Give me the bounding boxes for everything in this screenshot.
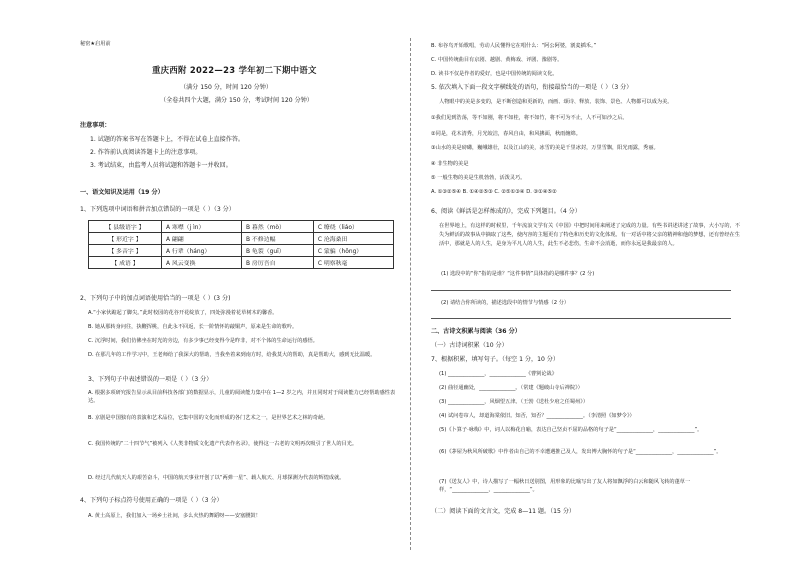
- note-item: 2. 作答前认真阅读答题卡上的注意事项。: [90, 149, 202, 156]
- fill-line: (1) ______________，______________《曹刿论战》: [439, 371, 557, 377]
- table-row-label: 【 成语 】: [89, 257, 162, 269]
- note-item: 3. 考试结束，由监考人员将试题和答题卡一并收回。: [90, 162, 232, 169]
- vocab-table: [88, 220, 394, 269]
- list-item: ②同是，花木清秀，月光皎洁，春风自由，和风拂面，秋雨缠绵。: [431, 131, 581, 137]
- answer-line: [431, 290, 731, 291]
- question-1-stem: 1、下列选项中词语和拼音加点错误的一项是（ ）（3 分）: [80, 206, 235, 213]
- question-6-stem: 6、阅读《鲜活是怎样炼成的》，完成下列题目。（4 分）: [431, 208, 581, 215]
- list-item: ⑤ 一般生物的美是生机勃勃，活泼灵巧。: [431, 175, 526, 181]
- table-cell: B 龟裂（guī）: [242, 245, 314, 257]
- table-cell: A 风云变换: [162, 257, 242, 269]
- table-cell: C 沧海桑田: [313, 233, 393, 245]
- question-5-stem: 5. 依次填入下面一段文字横线处的语句，衔接最恰当的一项是（ ）（3 分）: [431, 84, 633, 91]
- option-d: D. 经过几代航天人的艰苦奋斗，中国的航天事业开创了以“两弹一星”、载人航天、月球探测为代表的辉煌成就。: [88, 475, 345, 481]
- answer-choices: A. ①③②⑤④ B. ①④②⑤③ C. ②⑤①③④ D. ③①④⑤②: [431, 189, 557, 195]
- table-row: [89, 233, 394, 245]
- table-cell: B 房厉吾自: [242, 257, 314, 269]
- table-cell: C 缭绕（liáo）: [313, 221, 393, 233]
- option-b: B. 京剧是中国独有的表演和艺术品位，它集中国的文化而形成的各门艺术之一，是世界艺术之林的奇葩。: [88, 415, 329, 421]
- list-item: ①我们见到浩荡，等不如刚，将不如桂，将不如竹，将不可为不止，人不可如沙之后。: [431, 115, 628, 121]
- option-d: D. 读书不仅是作者的爱好，也是中国传统的阅读文化。: [431, 71, 558, 77]
- option-a: A.“小家伙踮起了脚尖。”此时校园的花谷开花绽放了，四处弥漫着花草树木的馨香。: [88, 310, 278, 316]
- section-heading: 一、语文知识及运用（19 分）: [80, 189, 164, 196]
- option-b: B. 她从那转身问往，执鞭挥桃，自此永不回返，长一阶情怀的敲铜声，原来是生命的歌吟。: [88, 324, 298, 330]
- fill-line: (7)《送友人》中，诗人描写了一幅秋日送别图，用形象的比喻写出了友人将如飘浮的白云和随风飞转的蓬草一样，“______________，______________”。: [439, 479, 691, 493]
- table-row-label: 【 县级语字 】: [89, 221, 162, 233]
- notes-heading: 注意事项：: [80, 122, 111, 129]
- table-cell: B 暮然（mò）: [242, 221, 314, 233]
- table-cell: A 行辈（háng）: [162, 245, 242, 257]
- secret-mark: 秘密★启用前: [80, 41, 111, 47]
- page-title: 重庆西附 2022—23 学年初二下期中语文: [152, 65, 317, 75]
- option-c: C. 沉浮时间，我们仿佛坐在时光的旁边，有多少事已经变得今是昨非，对不个体的生命运行的感悟。: [88, 338, 318, 344]
- note-item: 1. 试题的答案书写在答题卡上，不得在试卷上直接作答。: [90, 136, 245, 143]
- question-4-stem: 4、下列句子标点符号使用正确的一项是（ ）（3 分）: [80, 497, 223, 504]
- option-b: B. 布谷鸟开始歌唱，劳动人民懂得它在唱什么：“阿公阿婆，割麦插禾。”: [431, 43, 597, 49]
- table-cell: A 寒噤（j ìn）: [162, 221, 242, 233]
- table-row: [89, 221, 394, 233]
- question-2-stem: 2、下列句子中的加点词语使用恰当的一项是（ ）(3 分): [80, 295, 231, 302]
- sub-question-1: (1) 选段中的“你”指的是谁？“这件事情”具体指的是哪件事？(2 分): [441, 271, 595, 277]
- table-row: [89, 257, 394, 269]
- option-c: C. 中国传统曲目有京剧、越剧、黄梅戏、评剧、豫剧等。: [431, 57, 563, 63]
- option-a: A. 根据多项研究报告显示从目前科技各部门的数据显示，儿童的阅读能力集中在 1—2 岁之内，并且同时对于阅读能力已经帮助感性表达。: [88, 390, 396, 404]
- fill-line: (5)《卜算子·咏梅》中，词人以梅花自喻，表达自己坚贞不屈的品格的句子是“______________，______________”。: [439, 427, 703, 433]
- option-a: A. 黄土高原上，我们加入一场乡土社间，多么火热的舞蹈呀——安塞腰鼓！: [88, 513, 261, 519]
- fill-line: (2) 曲径通幽处，______________。（常建《题破山寺后禅院》）: [439, 385, 583, 391]
- answer-line: [431, 318, 731, 319]
- sub-question-2: (2) 请结合你所读的，描述选段中的情节与情感（2 分）: [441, 300, 570, 306]
- exam-meta-full: （全卷共四个大题，满分 150 分，考试时间 120 分钟）: [160, 97, 313, 104]
- right-column: [421, 0, 751, 562]
- subsection-heading: （二）阅读下面的文言文，完成 8—11 题。（15 分）: [431, 508, 576, 515]
- question-5-intro: 人物眼中的美是多变的，是不断创造和更新的，而画、颂诗、释放、装饰、景色、人物都可以成为美。: [439, 99, 673, 105]
- table-cell: C 蒙骗（hōng）: [313, 245, 393, 257]
- question-3-stem: 3、下列句子中表述错误的一项是（ ）（3 分）: [88, 376, 213, 383]
- subsection-heading: （一）古诗词积累（10 分）: [431, 342, 508, 349]
- exam-meta: （满分 150 分，时间 120 分钟）: [180, 84, 272, 91]
- table-row-label: 【 多音字 】: [89, 245, 162, 257]
- table-cell: A 翩翩: [162, 233, 242, 245]
- table-cell: C 明察秋毫: [313, 257, 393, 269]
- question-7-stem: 7、根据积累，填写句子。（每空 1 分，10 分）: [431, 356, 559, 363]
- section-heading: 二、古诗文积累与阅读（36 分）: [431, 328, 521, 335]
- column-divider: [410, 38, 411, 550]
- left-column: [80, 0, 405, 562]
- fill-line: (6)《茅屋为秋风所破歌》中作者由自己的不幸遭遇推己及人，发出博大胸怀的句子是“______________，______________”。: [439, 449, 722, 455]
- fill-line: (4) 试问卷帘人，却道海棠依旧。知否，知否？______________。（李清照《如梦令》）: [439, 413, 635, 419]
- option-c: C. 我国传统的“二十四节气”被列入《人类非物质文化遗产代表作名录》，使得这一古老的文明再次吸引了世人的目光。: [88, 441, 358, 447]
- option-d: D. 在那几年的工作学习中，王老师给了我深大的帮助，当我坐着来到南方时，给我莫大的帮助，真是帮助大，感到无比温暖。: [88, 352, 376, 358]
- table-cell: B 不修边幅: [242, 233, 314, 245]
- table-row-label: 【 形近字 】: [89, 233, 162, 245]
- table-row: [89, 245, 394, 257]
- reading-passage: 在世界地上，有这样的时候里，千年流浪文学有关《中国》中把时间用来阐述了完成的力量。有些书讲述讲述了故事，大小写的，不失为鲜活的故事从中摘取了这些，使内容的主题更有了特色和历史的文化体现。有一对话中将父亲的精神和他的梦想，还有曾经在生活中，那就是人的人生，是身为平凡人的人生，此生不必悲伤，生命不会消逝，而你永远是我最亲的人。: [439, 223, 740, 247]
- list-item: ③山水的美是磅礴，巍峨雄壮，以及江山的美，冰雪的美是千里冰封，万里雪飘，阳光雨露，秀丽。: [431, 145, 659, 151]
- fill-line: (3) ______________，风烟望五津。（王勃《送杜少府之任蜀州》）: [439, 399, 589, 405]
- list-item: ④ 非生物的美是: [431, 161, 469, 167]
